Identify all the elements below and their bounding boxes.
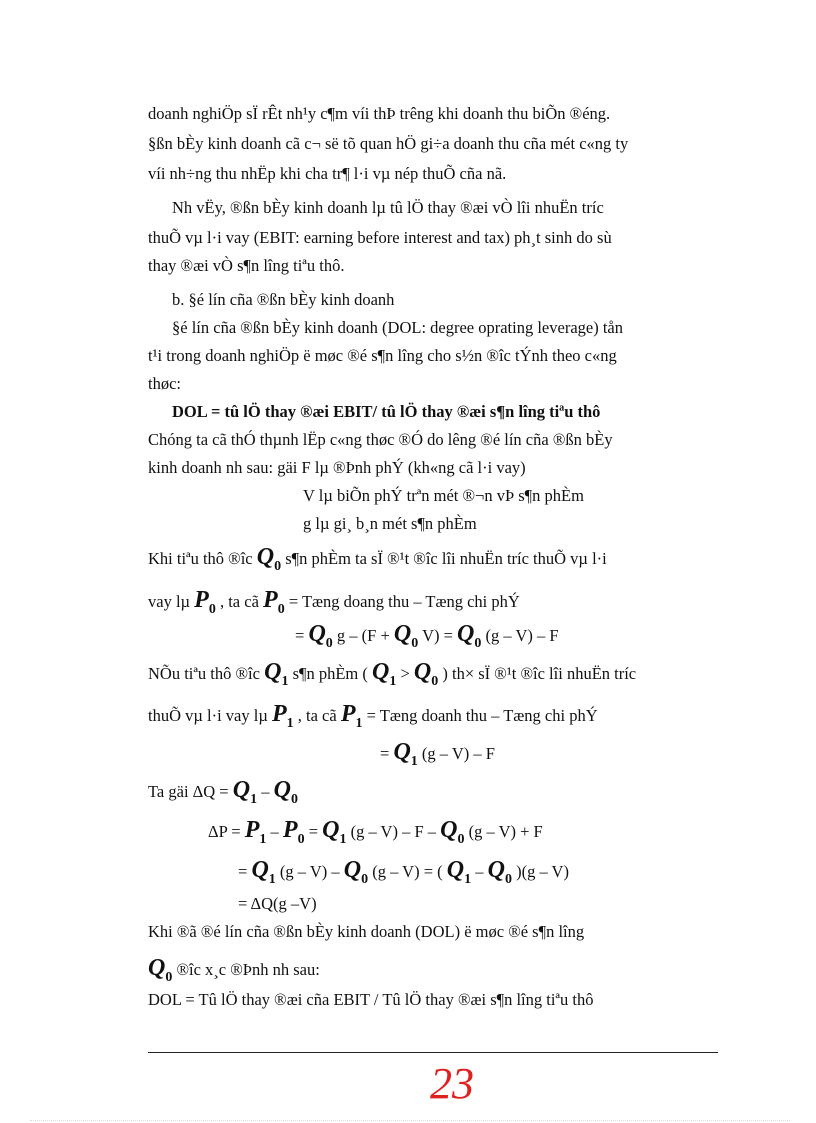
q0-symbol: $Q_0$ [256, 544, 282, 574]
p0-symbol: $P_0$ [282, 817, 305, 847]
q1-symbol: $Q_1$ [232, 777, 258, 807]
q1-symbol: $Q_1$ [372, 659, 397, 689]
p1-symbol: $P_1$ [244, 817, 267, 847]
text-line: Nh vËy, ®ßn bÈy kinh doanh lµ tû lÖ thay ®æi vÒ lîi nhuËn tríc [172, 198, 604, 217]
text-line: §ßn bÈy kinh doanh cã c¬ së tõ quan hÖ gi÷a doanh thu cña mét c«ng ty [148, 134, 629, 153]
text-line: thuÕ vµ l·i vay (EBIT: earning before interest and tax) ph¸t sinh do sù [148, 228, 612, 247]
q0-symbol: $Q_0$ [273, 777, 298, 807]
formula-line: thuÕ vµ l·i vay lµ $P_1$ , ta cã $P_1$ = Tæng doanh thu – Tæng chi phÝ [148, 701, 598, 731]
q0-symbol: $Q_0$ [308, 621, 333, 651]
q0-symbol: $Q_0$ [413, 659, 439, 689]
text-line: kinh doanh nh sau: gäi F lµ ®Þnh phÝ (kh«ng cã l·i vay) [148, 458, 526, 477]
text-line: Khi ®ã ®é lín cña ®ßn bÈy kinh doanh (DOL) ë møc ®é s¶n lîng [148, 922, 585, 941]
q0-symbol: $Q_0$ [487, 857, 512, 887]
page-number: 23 [430, 1059, 474, 1108]
text-line: thay ®æi vÒ s¶n lîng tiªu thô. [148, 256, 345, 275]
text-line: Chóng ta cã thÓ thµnh lËp c«ng thøc ®Ó do lêng ®é lín cña ®ßn bÈy [148, 430, 613, 449]
q1-symbol: $Q_1$ [264, 659, 289, 689]
formula-line: = ΔQ(g –V) [238, 894, 317, 913]
q0-symbol: $Q_0$ [148, 955, 173, 985]
formula-line: Ta gäi $\Delta Q = Q_1 - Q_0$ [148, 777, 298, 807]
text-line: víi nh÷ng thu nhËp khi cha tr¶ l·i vµ nép thuÕ cña nã. [148, 164, 507, 183]
text-line: t¹i trong doanh nghiÖp ë møc ®é s¶n lîng cho s½n ®îc tÝnh theo c«ng [148, 346, 617, 365]
q1-symbol: $Q_1$ [393, 739, 418, 769]
section-heading: b. §é lín cña ®ßn bÈy kinh doanh [172, 290, 395, 309]
formula-line: = $Q_0$ $g - (F + Q_0$ $V) = Q_0$ (g – V) – F [295, 621, 559, 651]
q1-symbol: $Q_1$ [251, 857, 276, 887]
text-line: §é lín cña ®ßn bÈy kinh doanh (DOL: degree oprating leverage) tån [172, 318, 624, 337]
q0-symbol: $Q_0$ [393, 621, 419, 651]
q1-symbol: $Q_1$ [322, 817, 347, 847]
bottom-dotted-rule [30, 1120, 790, 1121]
text-line: g lµ gi¸ b¸n mét s¶n phÈm [303, 514, 477, 533]
text-line: V lµ biÕn phÝ trªn mét ®¬n vÞ s¶n phÈm [303, 486, 584, 505]
formula-line: = $Q_1$ (g – V) – F [380, 739, 495, 769]
p0-symbol: $P_0$ [263, 587, 285, 617]
text-line: DOL = Tû lÖ thay ®æi cña EBIT / Tû lÖ thay ®æi s¶n lîng tiªu thô [148, 990, 594, 1009]
q0-symbol: $Q_0$ [440, 817, 465, 847]
p1-symbol: $P_1$ [340, 701, 363, 731]
q1-symbol: $Q_1$ [446, 857, 472, 887]
text-line: doanh nghiÖp sÏ rÊt nh¹y c¶m víi thÞ trêng khi doanh thu biÕn ®éng. [148, 104, 611, 123]
q0-symbol: $Q_0$ [343, 857, 369, 887]
formula-line: vay lµ $P_0$ , ta cã $P_0$ = Tæng doang thu – Tæng chi phÝ [148, 587, 520, 617]
formula-line: NÕu tiªu thô ®îc $Q_1$ s¶n phÈm ( $Q_1 > Q_0$ ) th× sÏ ®¹t ®îc lîi nhuËn tríc [148, 659, 637, 689]
dol-definition: DOL = tû lÖ thay ®æi EBIT/ tû lÖ thay ®æi s¶n lîng tiªu thô [172, 402, 601, 421]
text-line: thøc: [148, 374, 181, 393]
formula-line: = $Q_1$ $(g - V) - Q_0$ (g – V) = ( $Q_1 - Q_0$ )(g – V) [238, 857, 569, 887]
q0-symbol: $Q_0$ [457, 621, 482, 651]
p0-symbol: $P_0$ [194, 587, 216, 617]
p1-symbol: $P_1$ [271, 701, 294, 731]
formula-line: $Q_0$ ®îc x¸c ®Þnh nh sau: [148, 955, 320, 985]
formula-line: Khi tiªu thô ®îc $Q_0$ s¶n phÈm ta sÏ ®¹t ®îc lîi nhuËn tríc thuÕ vµ l·i [148, 544, 607, 574]
footer-rule [148, 1052, 718, 1053]
formula-line: $\Delta P = P_1 - P_0 = Q_1$ (g – V) – F – $Q_0$ (g – V) + F [208, 817, 543, 847]
